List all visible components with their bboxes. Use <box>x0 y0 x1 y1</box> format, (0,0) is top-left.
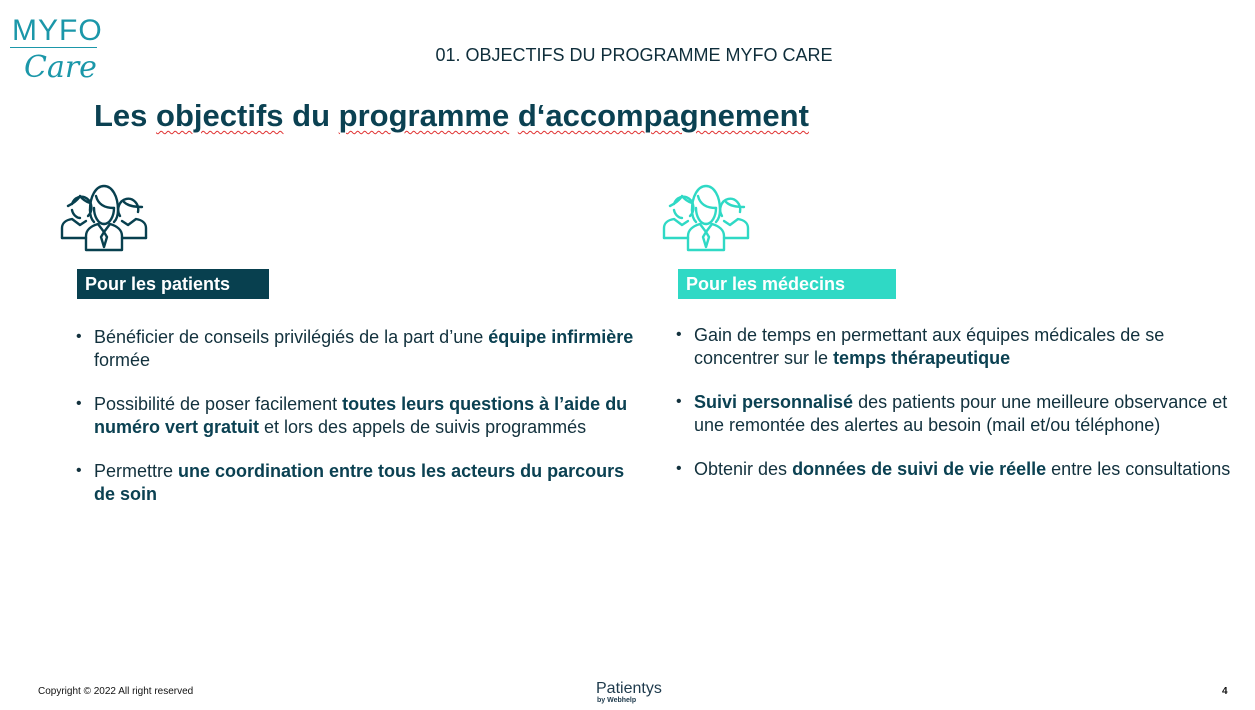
people-group-icon <box>660 180 752 252</box>
medecins-badge: Pour les médecins <box>678 269 896 299</box>
title-word: objectifs <box>156 98 284 133</box>
logo-myfo-text: MYFO <box>12 14 103 47</box>
medecins-bullet-list <box>676 324 1236 503</box>
bullet-emphasis: toutes leurs questions à l’aide du numéro vert gratuit <box>94 394 628 437</box>
logo-care-text: Care <box>24 50 97 85</box>
bullet-emphasis: équipe infirmière <box>488 327 634 347</box>
copyright-text: Copyright © 2022 All right reserved <box>38 686 194 697</box>
bullet-text: Obtenir des <box>694 459 793 479</box>
patientys-logo <box>596 680 676 708</box>
bullet-text: et lors des appels de suivis programmés <box>259 416 587 437</box>
bullet-text: entre les consultations <box>1046 459 1231 479</box>
bullet-emphasis: temps thérapeutique <box>833 347 1011 368</box>
list-item <box>76 460 636 505</box>
list-item <box>676 458 1236 481</box>
patients-bullet-list <box>76 326 636 527</box>
brand-byline: by Webhelp <box>597 697 637 704</box>
list-item <box>676 391 1236 436</box>
title-word: d‘accompagnement <box>517 98 809 133</box>
bullet-text: Bénéficier de conseils privilégiés de la part d’une <box>94 327 489 347</box>
title-word: programme <box>338 98 510 133</box>
title-word: Les <box>94 98 148 133</box>
bullet-text: Gain de temps en permettant aux équipes médicales de se concentrer sur le <box>694 325 1165 368</box>
page-title <box>94 98 809 134</box>
bullet-emphasis: données de suivi de vie réelle <box>792 459 1047 479</box>
brand-name: Patientys <box>596 680 662 697</box>
bullet-emphasis: Suivi personnalisé <box>694 392 854 412</box>
bullet-text: formée <box>94 349 151 370</box>
bullet-emphasis: une coordination entre tous les acteurs du parcours de soin <box>94 461 625 504</box>
people-group-icon <box>58 180 150 252</box>
patients-badge: Pour les patients <box>77 269 269 299</box>
title-word: du <box>292 98 331 133</box>
bullet-text: Permettre <box>94 461 179 481</box>
bullet-text: des patients pour une meilleure observance et une remontée des alertes au besoin (mail et/ou téléphone) <box>694 392 1228 435</box>
bullet-text: Possibilité de poser facilement <box>94 394 343 414</box>
page-number: 4 <box>1222 686 1228 697</box>
list-item <box>676 324 1236 369</box>
section-header: 01. OBJECTIFS DU PROGRAMME MYFO CARE <box>435 45 833 65</box>
list-item <box>76 393 636 438</box>
list-item <box>76 326 636 371</box>
